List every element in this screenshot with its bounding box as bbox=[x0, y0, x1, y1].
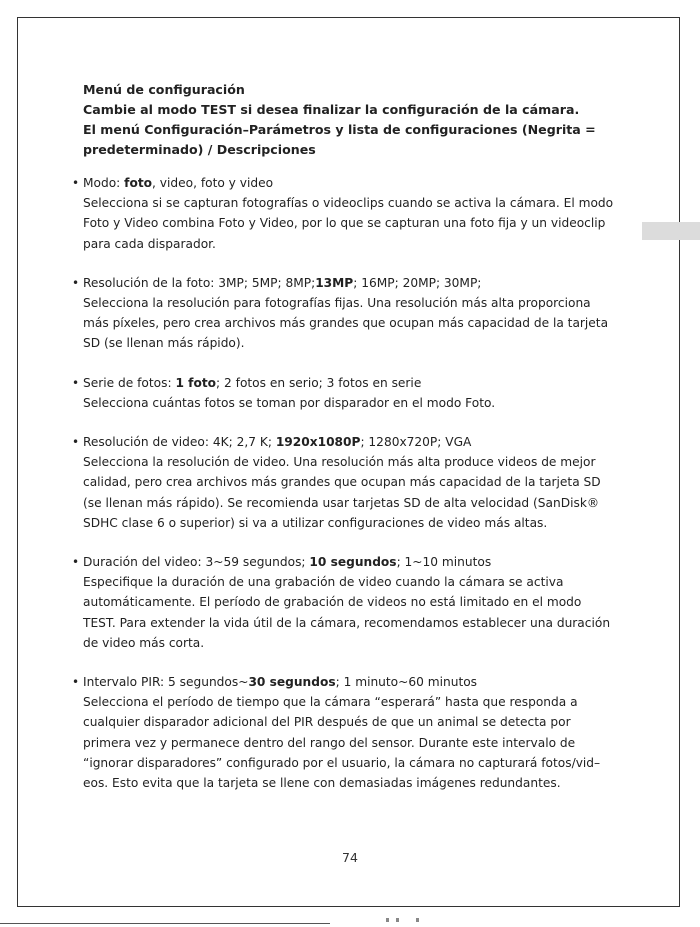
setting-item bbox=[72, 373, 632, 413]
setting-title-text: Intervalo PIR: 5 segundos~ bbox=[83, 675, 249, 690]
bottom-marks bbox=[386, 918, 446, 926]
setting-title-text: Resolución de video: 4K; 2,7 K; bbox=[83, 435, 276, 450]
header-line: Menú de configuración bbox=[83, 82, 245, 97]
description-line: calidad, pero crea archivos más grandes que ocupan más capacidad de la tarjeta SD bbox=[83, 475, 601, 490]
description-line: de video más corta. bbox=[83, 635, 205, 650]
default-value: 1920x1080P bbox=[275, 435, 361, 450]
bullet-icon: • bbox=[72, 675, 80, 690]
description-line: Foto y Video combina Foto y Video, por lo que se capturan una foto fija y un videoclip bbox=[83, 216, 606, 231]
setting-item bbox=[72, 672, 632, 793]
description-line: Selecciona el período de tiempo que la cámara “esperará” hasta que responda a bbox=[83, 695, 578, 710]
description-line: cualquier disparador adicional del PIR después de que un animal se detecta por bbox=[83, 715, 571, 730]
description-line: más píxeles, pero crea archivos más grandes que ocupan más capacidad de la tarjeta bbox=[83, 316, 609, 331]
setting-body bbox=[72, 373, 632, 413]
setting-title bbox=[83, 432, 632, 452]
setting-title-text: ; 1 minuto~60 minutos bbox=[335, 675, 478, 690]
setting-title-text: ; 16MP; 20MP; 30MP; bbox=[353, 275, 482, 290]
description-line: Especifique la duración de una grabación de video cuando la cámara se activa bbox=[83, 575, 564, 590]
setting-title-text: Serie de fotos: bbox=[83, 375, 176, 390]
default-value: 1 foto bbox=[175, 375, 217, 390]
description-line: eos. Esto evita que la tarjeta se llene con demasiadas imágenes redundantes. bbox=[83, 776, 561, 791]
setting-title bbox=[83, 552, 632, 572]
setting-title-text: , video, foto y video bbox=[152, 176, 274, 190]
setting-item bbox=[72, 432, 632, 533]
bullet-icon: • bbox=[72, 176, 80, 190]
setting-body bbox=[72, 273, 632, 354]
setting-title-text: ; 1~10 minutos bbox=[396, 555, 492, 570]
setting-title-text: ; 2 fotos en serio; 3 fotos en serie bbox=[216, 375, 422, 390]
description-line: Selecciona la resolución de video. Una resolución más alta produce videos de mejor bbox=[83, 455, 596, 470]
setting-title bbox=[83, 273, 632, 293]
page-number: 74 bbox=[342, 850, 358, 865]
default-value: 10 segundos bbox=[309, 555, 397, 570]
header-line: El menú Configuración–Parámetros y lista de configuraciones (Negrita = bbox=[83, 122, 596, 137]
setting-title-text: Resolución de la foto: 3MP; 5MP; 8MP; bbox=[83, 275, 316, 290]
description-line: SD (se llenan más rápido). bbox=[83, 336, 245, 351]
description-line: “ignorar disparadores” configurado por el usuario, la cámara no capturará fotos/vid– bbox=[83, 755, 601, 770]
description-line: SDHC clase 6 o superior) si va a utilizar configuraciones de video más altas. bbox=[83, 515, 548, 530]
setting-title bbox=[83, 173, 632, 193]
setting-body bbox=[72, 552, 632, 653]
setting-item bbox=[72, 173, 632, 254]
section-header bbox=[72, 80, 632, 160]
setting-title-text: Modo: bbox=[83, 176, 125, 190]
bullet-icon: • bbox=[72, 555, 80, 570]
setting-item bbox=[72, 273, 632, 354]
default-value: foto bbox=[124, 176, 153, 190]
default-value: 30 segundos bbox=[248, 675, 336, 690]
default-value: 13MP bbox=[315, 275, 354, 290]
setting-body bbox=[72, 432, 632, 533]
description-line: Selecciona cuántas fotos se toman por disparador en el modo Foto. bbox=[83, 395, 496, 410]
document-content bbox=[72, 80, 632, 793]
description-line: Selecciona si se capturan fotografías o videoclips cuando se activa la cámara. El modo bbox=[83, 196, 614, 211]
side-tab-marker bbox=[642, 222, 700, 240]
bottom-rule bbox=[0, 923, 330, 924]
setting-title bbox=[83, 672, 632, 692]
header-line: predeterminado) / Descripciones bbox=[83, 142, 316, 157]
bullet-icon: • bbox=[72, 375, 80, 390]
bullet-icon: • bbox=[72, 275, 80, 290]
description-line: primera vez y permanece dentro del rango del sensor. Durante este intervalo de bbox=[83, 735, 576, 750]
setting-item bbox=[72, 552, 632, 653]
settings-list bbox=[72, 173, 632, 793]
description-line: (se llenan más rápido). Se recomienda usar tarjetas SD de alta velocidad (SanDisk® bbox=[83, 495, 600, 510]
description-line: para cada disparador. bbox=[83, 236, 216, 251]
setting-body bbox=[72, 672, 632, 793]
setting-title-text: Duración del video: 3~59 segundos; bbox=[83, 555, 310, 570]
description-line: automáticamente. El período de grabación de videos no está limitado en el modo bbox=[83, 595, 582, 610]
bullet-icon: • bbox=[72, 435, 80, 450]
setting-title-text: ; 1280x720P; VGA bbox=[360, 435, 472, 450]
header-line: Cambie al modo TEST si desea finalizar la configuración de la cámara. bbox=[83, 102, 580, 117]
setting-title bbox=[83, 373, 632, 393]
description-line: Selecciona la resolución para fotografías fijas. Una resolución más alta proporciona bbox=[83, 296, 591, 311]
setting-body bbox=[72, 173, 632, 254]
description-line: TEST. Para extender la vida útil de la cámara, recomendamos establecer una duración bbox=[83, 615, 611, 630]
